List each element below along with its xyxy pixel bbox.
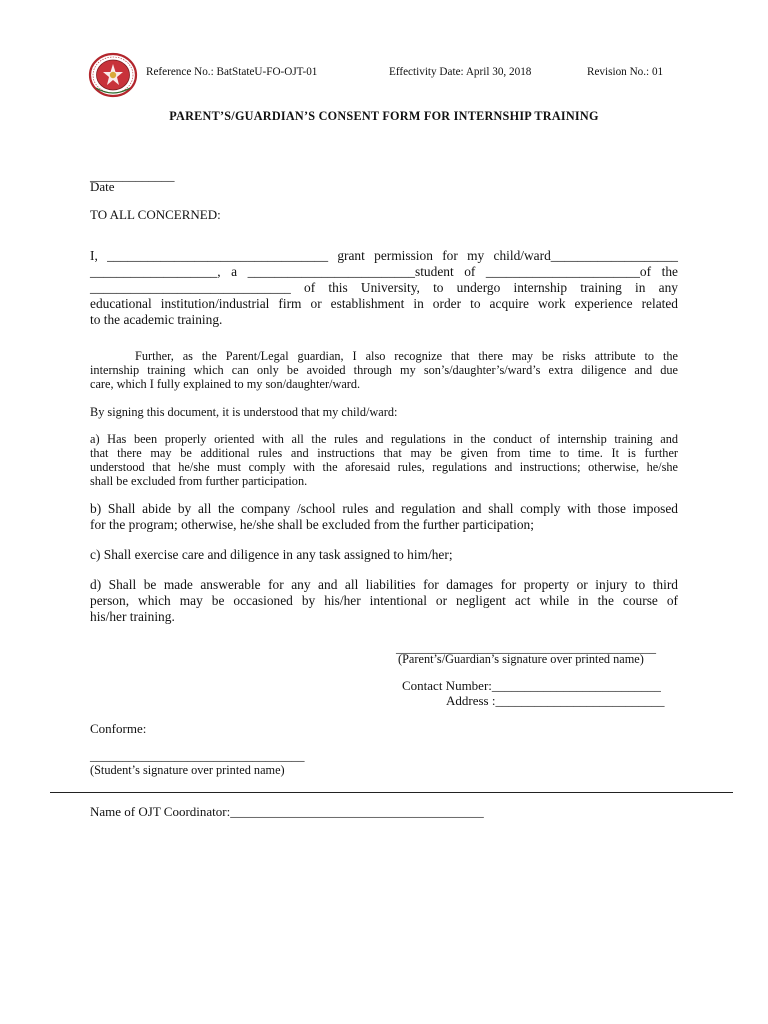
effectivity-date: Effectivity Date: April 30, 2018 bbox=[389, 66, 532, 78]
student-signature-line[interactable]: _________________________________ bbox=[90, 748, 305, 763]
date-blank: _____________ bbox=[90, 168, 175, 183]
consent-paragraph bbox=[90, 248, 678, 328]
condition-b bbox=[90, 501, 678, 533]
student-signature-label: (Student’s signature over printed name) bbox=[90, 763, 285, 777]
form-title: PARENT’S/GUARDIAN’S CONSENT FORM FOR INTERNSHIP TRAINING bbox=[169, 109, 599, 123]
risk-line: internship training which can only be avoided through my son’s/daughter’s/ward’s extra diligence and due bbox=[90, 363, 678, 377]
reference-number: Reference No.: BatStateU-FO-OJT-01 bbox=[146, 66, 318, 78]
condition-d-line: his/her training. bbox=[90, 609, 175, 624]
divider-line bbox=[50, 792, 733, 793]
university-seal-logo bbox=[88, 52, 138, 98]
contact-number-field[interactable]: Contact Number:__________________________ bbox=[402, 678, 661, 693]
address-field[interactable]: Address :__________________________ bbox=[446, 693, 665, 708]
parent-signature-label: (Parent’s/Guardian’s signature over printed name) bbox=[398, 652, 644, 666]
consent-line: ______________________________ of this University, to undergo internship training in any bbox=[90, 280, 678, 295]
consent-line: to the academic training. bbox=[90, 312, 223, 327]
understanding-statement: By signing this document, it is understood that my child/ward: bbox=[90, 405, 398, 419]
condition-b-line: b) Shall abide by all the company /school rules and regulation and shall comply with those imposed bbox=[90, 501, 678, 516]
condition-d bbox=[90, 577, 678, 625]
revision-number: Revision No.: 01 bbox=[587, 66, 664, 78]
consent-line: I, _________________________________ grant permission for my child/ward___________________ bbox=[90, 248, 678, 263]
condition-c: c) Shall exercise care and diligence in any task assigned to him/her; bbox=[90, 547, 453, 562]
risk-line: Further, as the Parent/Legal guardian, I also recognize that there may be risks attribute to the bbox=[135, 349, 678, 363]
condition-a-line: understood that he/she must comply with the aforesaid rules, regulations and instructions; otherwise, he/she bbox=[90, 460, 678, 474]
parent-signature-line[interactable]: ________________________________________ bbox=[396, 640, 656, 655]
condition-a-line: that there may be additional rules and instructions that may be given from time to time. It is further bbox=[90, 446, 678, 460]
ojt-coordinator-field[interactable]: Name of OJT Coordinator:_______________________________________ bbox=[90, 804, 484, 819]
salutation: TO ALL CONCERNED: bbox=[90, 207, 221, 222]
conforme-label: Conforme: bbox=[90, 721, 147, 736]
risk-paragraph bbox=[90, 349, 678, 391]
risk-line: care, which I fully explained to my son/daughter/ward. bbox=[90, 377, 361, 391]
condition-b-line: for the program; otherwise, he/she shall be excluded from the further participation; bbox=[90, 517, 534, 532]
condition-d-line: person, which may be occasioned by his/her intentional or negligent act while in the course of bbox=[90, 593, 678, 608]
condition-a-line: shall be excluded from further participation. bbox=[90, 474, 308, 488]
consent-line: ___________________, a _________________________student of _______________________of the bbox=[90, 264, 678, 279]
consent-line: educational institution/industrial firm or establishment in order to acquire work experience related bbox=[90, 296, 678, 311]
condition-a-line: a) Has been properly oriented with all the rules and regulations in the conduct of internship training and bbox=[90, 432, 678, 446]
condition-a bbox=[90, 432, 678, 488]
condition-d-line: d) Shall be made answerable for any and all liabilities for damages for property or injury to third bbox=[90, 577, 678, 592]
date-label: Date bbox=[90, 179, 115, 194]
